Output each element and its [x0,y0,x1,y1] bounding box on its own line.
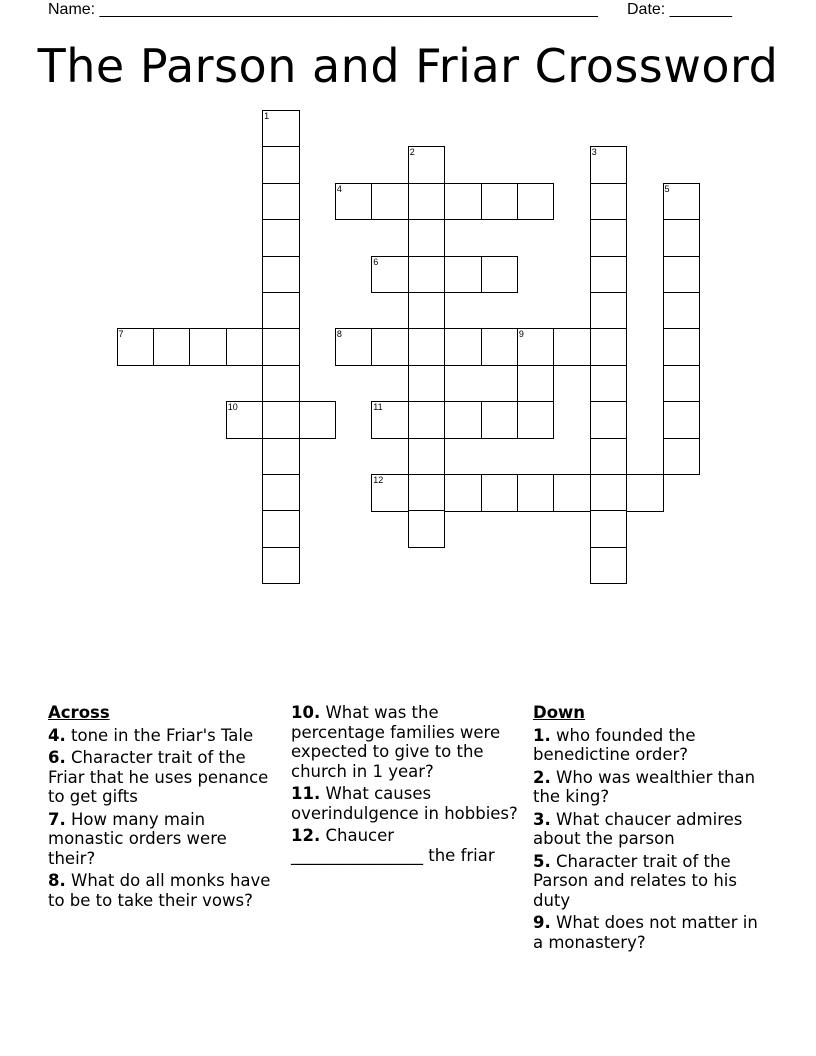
grid-cell[interactable] [408,219,446,257]
grid-cell[interactable] [590,438,628,476]
clue-text: What do all monks have to be to take their vows? [48,871,271,910]
clue-number: 5. [533,851,551,871]
clue-across-12 [291,826,523,865]
grid-cell[interactable] [517,365,555,403]
clue-number: 1. [533,725,551,745]
grid-cell-number: 8 [336,329,342,340]
grid-cell[interactable] [335,183,373,221]
grid-cell[interactable] [481,328,519,366]
grid-cell[interactable] [444,256,482,294]
clue-number: 9. [533,913,551,932]
grid-cell[interactable] [262,401,300,439]
grid-cell-number: 7 [118,329,124,340]
grid-cell[interactable] [153,328,191,366]
grid-cell-number: 10 [227,402,238,413]
grid-cell[interactable] [262,510,300,548]
grid-cell[interactable] [444,328,482,366]
clue-text: Character trait of the Friar that he uses penance to get gifts [48,748,269,806]
across-clues-continued [291,703,523,868]
grid-cell[interactable] [262,219,300,257]
clue-number: 11. [291,784,321,803]
grid-cell[interactable] [371,401,409,439]
clue-across-6 [48,748,273,807]
clue-text: What does not matter in a monastery? [533,913,758,952]
down-heading: Down [533,703,586,722]
grid-cell[interactable] [590,547,628,585]
grid-cell[interactable] [553,328,591,366]
clue-number: 8. [48,871,66,890]
grid-cell[interactable] [408,474,446,512]
grid-cell[interactable] [663,292,701,330]
clue-across-4 [48,726,273,746]
grid-cell[interactable] [444,474,482,512]
clue-down-5 [533,852,773,911]
grid-cell-number: 2 [409,147,415,158]
grid-cell[interactable] [663,219,701,257]
clue-across-11 [291,784,523,823]
grid-cell[interactable] [262,365,300,403]
grid-cell[interactable] [262,547,300,585]
grid-cell[interactable] [226,328,264,366]
clue-across-10 [291,703,523,781]
grid-cell-number: 11 [373,402,383,413]
clue-number: 10. [291,703,321,722]
grid-cell[interactable] [371,474,409,512]
grid-cell[interactable] [481,183,519,221]
clue-number: 6. [48,748,66,767]
grid-cell[interactable] [371,256,409,294]
across-clues-column [48,703,273,913]
grid-cell[interactable] [262,146,300,184]
clue-text: Chaucer ________________ the friar [291,826,495,865]
grid-cell[interactable] [663,401,701,439]
grid-cell[interactable] [408,328,446,366]
clue-down-1 [533,726,773,765]
clue-number: 7. [48,809,66,829]
grid-cell[interactable] [663,256,701,294]
grid-cell[interactable] [481,474,519,512]
grid-cell[interactable] [408,438,446,476]
grid-cell[interactable] [189,328,227,366]
grid-cell[interactable] [262,292,300,330]
clue-text: Character trait of the Parson and relates to his duty [533,851,737,910]
grid-cell[interactable] [408,183,446,221]
grid-cell[interactable] [262,438,300,476]
grid-cell[interactable] [262,256,300,294]
grid-cell[interactable] [371,328,409,366]
name-field[interactable]: Name: ________________________________________________________ [48,1,598,18]
down-clues-column [533,703,773,955]
grid-cell[interactable] [590,183,628,221]
grid-cell[interactable] [590,146,628,184]
clue-text: What chaucer admires about the parson [533,809,743,848]
grid-cell-number: 9 [518,329,524,340]
grid-cell-number: 4 [336,183,342,194]
grid-cell-number: 12 [373,475,384,485]
grid-cell[interactable] [590,365,628,403]
grid-cell[interactable] [408,365,446,403]
clue-across-7 [48,810,273,869]
date-field[interactable]: Date: _______ [627,1,732,18]
grid-cell-number: 3 [591,147,597,158]
grid-cell[interactable] [517,328,555,366]
grid-cell[interactable] [226,401,264,439]
grid-cell[interactable] [590,328,628,366]
grid-cell[interactable] [262,328,300,366]
grid-cell[interactable] [481,256,519,294]
grid-cell[interactable] [408,146,446,184]
grid-cell[interactable] [663,328,701,366]
grid-cell[interactable] [408,510,446,548]
grid-cell[interactable] [408,401,446,439]
grid-cell[interactable] [517,183,555,221]
grid-cell[interactable] [444,401,482,439]
grid-cell[interactable] [590,219,628,257]
grid-cell[interactable] [663,365,701,403]
clue-down-2 [533,768,773,807]
grid-cell[interactable] [590,474,628,512]
clue-down-9 [533,913,773,952]
clue-number: 12. [291,826,321,845]
grid-cell[interactable] [517,401,555,439]
grid-cell[interactable] [590,292,628,330]
grid-cell[interactable] [262,110,300,148]
grid-cell[interactable] [590,510,628,548]
clue-text: What causes overindulgence in hobbies? [291,784,518,823]
clue-number: 3. [533,809,551,829]
grid-cell[interactable] [590,401,628,439]
clue-down-3 [533,810,773,849]
grid-cell[interactable] [481,401,519,439]
grid-cell[interactable] [444,183,482,221]
grid-cell[interactable] [335,328,373,366]
grid-cell[interactable] [517,474,555,512]
grid-cell[interactable] [299,401,337,439]
across-heading: Across [48,703,110,722]
clue-number: 4. [48,725,66,745]
clue-text: How many main monastic orders were their? [48,809,227,868]
grid-cell[interactable] [590,256,628,294]
grid-cell[interactable] [117,328,155,366]
clue-text: What was the percentage families were expected to give to the church in 1 year? [291,703,501,781]
grid-cell[interactable] [626,474,664,512]
clue-text: who founded the benedictine order? [533,725,696,764]
grid-cell[interactable] [663,438,701,476]
clue-text: Who was wealthier than the king? [533,767,756,806]
grid-cell-number: 6 [373,256,379,267]
clue-across-8 [48,871,273,910]
clue-text: tone in the Friar's Tale [71,725,254,745]
grid-cell[interactable] [663,183,701,221]
grid-cell[interactable] [371,183,409,221]
grid-cell[interactable] [408,292,446,330]
grid-cell[interactable] [553,474,591,512]
page-title: The Parson and Friar Crossword [37,39,779,93]
clue-number: 2. [533,767,551,787]
grid-cell-number: 5 [664,183,670,194]
grid-cell[interactable] [262,474,300,512]
grid-cell[interactable] [408,256,446,294]
grid-cell[interactable] [262,183,300,221]
grid-cell-number: 1 [264,111,270,121]
